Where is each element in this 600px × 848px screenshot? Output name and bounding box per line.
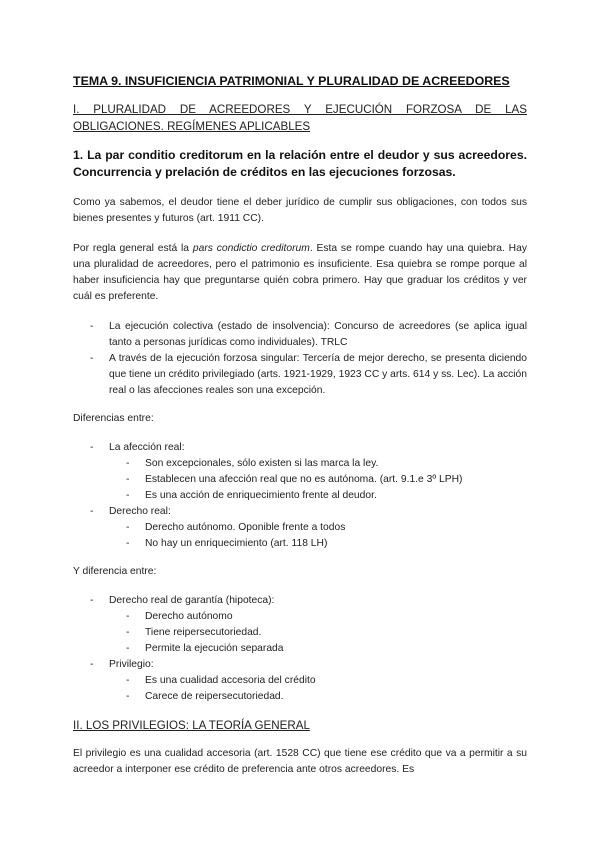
list-item: - Tiene reipersecutoriedad. (109, 625, 527, 641)
list-item: - Permite la ejecución separada (109, 641, 527, 657)
list-item-label: La afección real: (109, 442, 185, 453)
list-item: - Es una acción de enriquecimiento frente al deudor. (109, 488, 527, 504)
section-heading-2: II. LOS PRIVILEGIOS: LA TEORÍA GENERAL (73, 719, 310, 732)
list-item-label: Derecho real de garantía (hipoteca): (109, 595, 275, 606)
list-item-derecho-real-garantia (73, 593, 527, 657)
list-item: - Establecen una afección real que no es autónoma. (art. 9.1.e 3º LPH) (109, 472, 527, 488)
afeccion-real-sublist (109, 456, 527, 504)
list-item: - A través de la ejecución forzosa singular: Tercería de mejor derecho, se presenta diciendo que tiene un crédito privilegiado (arts. 1921-1929, 1923 CC y arts. 614 y ss. Lec). La acción real o las afecciones reales son una excepción. (73, 351, 527, 399)
y-diferencia-label: Y diferencia entre: (73, 566, 157, 577)
garantia-sublist (109, 609, 527, 657)
section-heading-1: I. PLURALIDAD DE ACREEDORES Y EJECUCIÓN FORZOSA DE LAS OBLIGACIONES. REGÍMENES APLICABLES (73, 103, 527, 133)
y-diferencia-list (73, 593, 527, 705)
document-title: TEMA 9. INSUFICIENCIA PATRIMONIAL Y PLURALIDAD DE ACREEDORES (73, 74, 510, 88)
list-item-derecho-real (73, 504, 527, 552)
paragraph-privilegio: El privilegio es una cualidad accesoria (art. 1528 CC) que tiene ese crédito que va a permitir a su acreedor a interponer ese crédito de preferencia ante otros acreedores. Es (73, 748, 527, 775)
list-item: - No hay un enriquecimiento (art. 118 LH) (109, 536, 527, 552)
list-item-privilegio (73, 657, 527, 705)
paragraph-regla-general (73, 241, 527, 305)
list-item: - Derecho autónomo (109, 609, 527, 625)
list-item: - La ejecución colectiva (estado de insolvencia): Concurso de acreedores (se aplica igual tanto a personas jurídicas como individuales). TRLC (73, 319, 527, 351)
derecho-real-sublist (109, 520, 527, 552)
paragraph-deudor-deber: Como ya sabemos, el deudor tiene el deber jurídico de cumplir sus obligaciones, con todos sus bienes presentes y futuros (art. 1911 CC). (73, 197, 527, 224)
list-item-label: Privilegio: (109, 659, 154, 670)
list-item: - Son excepcionales, sólo existen si las marca la ley. (109, 456, 527, 472)
list-item-afeccion-real (73, 440, 527, 504)
list-item: - Derecho autónomo. Oponible frente a todos (109, 520, 527, 536)
privilegio-sublist (109, 673, 527, 705)
list-item: - Es una cualidad accesoria del crédito (109, 673, 527, 689)
paragraph-regla-general-start: Por regla general está la (73, 243, 193, 254)
ejecucion-list (73, 319, 527, 399)
diferencias-label: Diferencias entre: (73, 413, 154, 424)
list-item-label: Derecho real: (109, 506, 171, 517)
subsection-heading-1: 1. La par conditio creditorum en la relación entre el deudor y sus acreedores. Concurrencia y prelación de créditos en las ejecuciones forzosas. (73, 148, 527, 179)
list-item: - Carece de reipersecutoriedad. (109, 689, 527, 705)
paragraph-regla-general-italic: pars condictio creditorum (192, 243, 310, 254)
paragraph-regla-general-end: . Esta se rompe cuando hay una quiebra. Hay una pluralidad de acreedores, pero el patrimonio es insuficiente. Esa quiebra se rompe porque al haber insuficiencia hay que preguntarse quién cobra primero. Hay que graduar los créditos y ver cuál es preferente. (73, 243, 527, 302)
diferencias-list (73, 440, 527, 552)
